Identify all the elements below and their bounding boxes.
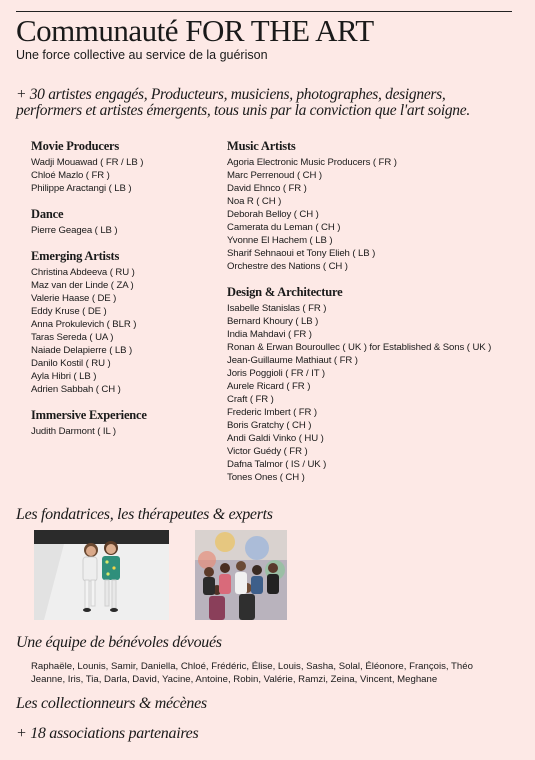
right-column [227, 139, 527, 496]
artist-entry: Naiade Delapierre ( LB ) [31, 345, 133, 356]
artist-entry: David Ehnco ( FR ) [227, 183, 307, 194]
artist-entry: Craft ( FR ) [227, 394, 274, 405]
section-music-artists [227, 139, 527, 273]
artist-entry: Jean-Guillaume Mathiaut ( FR ) [227, 355, 358, 366]
artist-entry: Dafna Talmor ( IS / UK ) [227, 459, 327, 470]
artist-entry: Chloé Mazlo ( FR ) [31, 170, 110, 181]
associations-heading: + 18 associations partenaires [16, 725, 199, 742]
left-column [31, 139, 216, 450]
intro-line: performers et artistes émergents, tous unis par la conviction que l'art soigne. [16, 102, 470, 119]
section-immersive-experience [31, 408, 216, 438]
artist-entry: Isabelle Stanislas ( FR ) [227, 303, 327, 314]
artist-entry: Christina Abdeeva ( RU ) [31, 267, 135, 278]
artist-entry: Adrien Sabbah ( CH ) [31, 384, 121, 395]
section-title: Immersive Experience [31, 408, 147, 422]
artist-entry: Deborah Belloy ( CH ) [227, 209, 319, 220]
section-title: Emerging Artists [31, 249, 120, 263]
artist-entry: Tones Ones ( CH ) [227, 472, 305, 483]
artist-entry: Orchestre des Nations ( CH ) [227, 261, 348, 272]
artist-entry: Frederic Imbert ( FR ) [227, 407, 318, 418]
artist-entry: Danilo Kostil ( RU ) [31, 358, 111, 369]
team-photo [195, 530, 287, 620]
artist-entry: Marc Perrenoud ( CH ) [227, 170, 322, 181]
artist-entry: Agoria Electronic Music Producers ( FR ) [227, 157, 397, 168]
artist-entry: Ronan & Erwan Bouroullec ( UK ) for Established & Sons ( UK ) [227, 342, 492, 353]
section-title: Dance [31, 207, 64, 221]
volunteers-line: Jeanne, Iris, Tia, Darla, David, Yacine, Antoine, Robin, Valérie, Ramzi, Zeina, Vincent, Meghane [31, 674, 438, 685]
artist-entry: Eddy Kruse ( DE ) [31, 306, 107, 317]
artist-entry: Noa R ( CH ) [227, 196, 282, 207]
artist-entry: Valerie Haase ( DE ) [31, 293, 117, 304]
artist-entry: Philippe Aractangi ( LB ) [31, 183, 132, 194]
artist-entry: Judith Darmont ( IL ) [31, 426, 116, 437]
artist-entry: India Mahdavi ( FR ) [227, 329, 312, 340]
volunteers-heading: Une équipe de bénévoles dévoués [16, 634, 222, 651]
volunteers-line: Raphaële, Lounis, Samir, Daniella, Chloé, Frédéric, Élise, Louis, Sasha, Solal, Éléonore, François, Théo [31, 661, 473, 672]
founders-photo [34, 530, 169, 620]
volunteers-list [31, 660, 521, 686]
artist-entry: Taras Sereda ( UA ) [31, 332, 114, 343]
page-title: Communauté FOR THE ART [16, 13, 374, 48]
artist-entry: Andi Galdi Vinko ( HU ) [227, 433, 324, 444]
artist-entry: Bernard Khoury ( LB ) [227, 316, 319, 327]
section-emerging-artists [31, 249, 216, 396]
artist-entry: Boris Gratchy ( CH ) [227, 420, 312, 431]
intro-text [16, 87, 516, 119]
founders-heading: Les fondatrices, les thérapeutes & experts [16, 506, 273, 523]
section-movie-producers [31, 139, 216, 195]
section-title: Design & Architecture [227, 285, 343, 299]
intro-line: + 30 artistes engagés, Producteurs, musiciens, photographes, designers, [16, 86, 446, 103]
artist-entry: Pierre Geagea ( LB ) [31, 225, 118, 236]
artist-entry: Victor Guédy ( FR ) [227, 446, 308, 457]
section-title: Movie Producers [31, 139, 120, 153]
artist-entry: Aurele Ricard ( FR ) [227, 381, 311, 392]
artist-entry: Wadji Mouawad ( FR / LB ) [31, 157, 144, 168]
page-subtitle: Une force collective au service de la guérison [16, 48, 268, 62]
section-title: Music Artists [227, 139, 296, 153]
artist-entry: Maz van der Linde ( ZA ) [31, 280, 134, 291]
artist-entry: Joris Poggioli ( FR / IT ) [227, 368, 325, 379]
collectors-heading: Les collectionneurs & mécènes [16, 695, 207, 712]
section-dance [31, 207, 216, 237]
artist-entry: Camerata du Leman ( CH ) [227, 222, 341, 233]
artist-entry: Sharif Sehnaoui et Tony Elieh ( LB ) [227, 248, 376, 259]
top-divider [16, 11, 512, 12]
artist-entry: Ayla Hibri ( LB ) [31, 371, 97, 382]
artist-entry: Anna Prokulevich ( BLR ) [31, 319, 137, 330]
artist-entry: Yvonne El Hachem ( LB ) [227, 235, 333, 246]
section-design-architecture [227, 285, 527, 484]
